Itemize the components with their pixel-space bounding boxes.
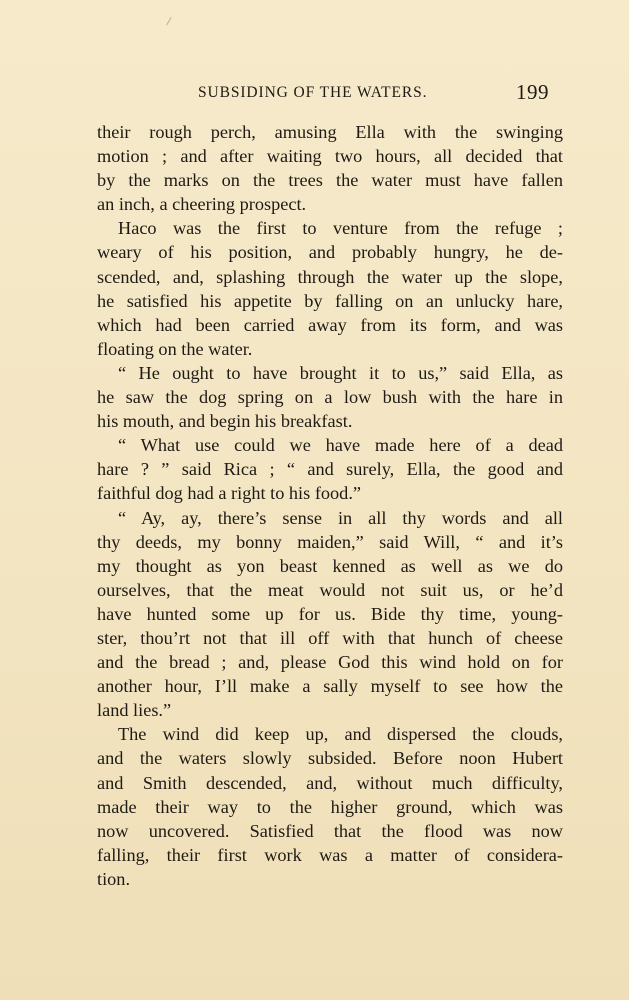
running-head bbox=[0, 82, 629, 106]
text-line: “ He ought to have brought it to us,” said Ella, as bbox=[118, 362, 563, 383]
text-line: made their way to the higher ground, which was bbox=[97, 796, 563, 817]
text-line: motion ; and after waiting two hours, all decided that bbox=[97, 146, 563, 167]
text-line: an inch, a cheering prospect. bbox=[97, 194, 307, 215]
pencil-mark bbox=[166, 17, 176, 28]
text-line: my thought as yon beast kenned as well as we do bbox=[97, 555, 563, 576]
text-line: he saw the dog spring on a low bush with the hare in bbox=[97, 387, 563, 408]
text-line: have hunted some up for us. Bide thy time, young- bbox=[97, 603, 563, 624]
text-line: “ What use could we have made here of a dead bbox=[118, 435, 563, 456]
text-line: scended, and, splashing through the water up the slope, bbox=[97, 266, 563, 287]
text-line: his mouth, and begin his breakfast. bbox=[97, 411, 353, 432]
page-number: 199 bbox=[516, 80, 549, 104]
text-line: hare ? ” said Rica ; “ and surely, Ella, the good and bbox=[97, 459, 563, 480]
text-line: thy deeds, my bonny maiden,” said Will, “ and it’s bbox=[97, 531, 563, 552]
text-line: tion. bbox=[97, 868, 131, 889]
text-line: now uncovered. Satisfied that the flood was now bbox=[97, 820, 563, 841]
text-line: which had been carried away from its form, and was bbox=[97, 314, 563, 335]
text-line: he satisfied his appetite by falling on an unlucky hare, bbox=[97, 290, 563, 311]
text-line: Haco was the first to venture from the refuge ; bbox=[118, 218, 563, 239]
text-line: floating on the water. bbox=[97, 338, 253, 359]
text-line: The wind did keep up, and dispersed the clouds, bbox=[118, 724, 563, 745]
text-line: weary of his position, and probably hungry, he de- bbox=[97, 242, 563, 263]
text-line: falling, their first work was a matter of considera- bbox=[97, 844, 563, 865]
text-line: another hour, I’ll make a sally myself to see how the bbox=[97, 676, 563, 697]
running-title: SUBSIDING OF THE WATERS. bbox=[198, 84, 428, 101]
text-line: faithful dog had a right to his food.” bbox=[97, 483, 362, 504]
text-line: land lies.” bbox=[97, 700, 172, 721]
body-text bbox=[97, 120, 563, 891]
text-line: and the bread ; and, please God this wind hold on for bbox=[97, 652, 563, 673]
text-line: ourselves, that the meat would not suit us, or he’d bbox=[97, 579, 563, 600]
text-line: ster, thou’rt not that ill off with that hunch of cheese bbox=[97, 627, 563, 648]
text-line: “ Ay, ay, there’s sense in all thy words and all bbox=[118, 507, 563, 528]
text-line: their rough perch, amusing Ella with the swinging bbox=[97, 122, 563, 142]
text-line: by the marks on the trees the water must have fallen bbox=[97, 170, 563, 191]
text-line: and Smith descended, and, without much difficulty, bbox=[97, 772, 563, 793]
text-line: and the waters slowly subsided. Before noon Hubert bbox=[97, 748, 563, 769]
